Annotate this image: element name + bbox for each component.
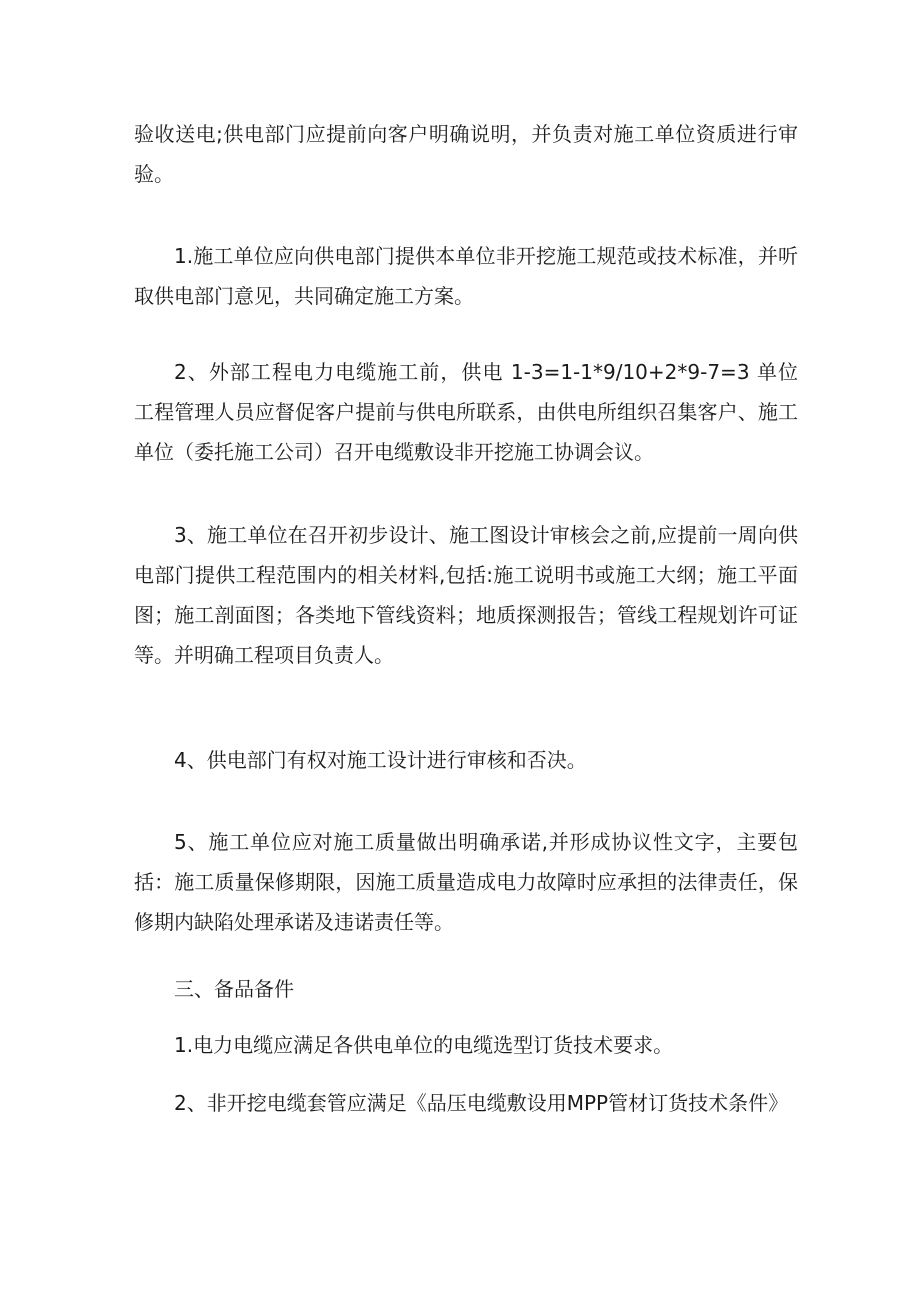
- paragraph-spare-1: 1.电力电缆应满足各供电单位的电缆选型订货技术要求。: [174, 1033, 674, 1057]
- section-heading: 三、备品备件: [174, 977, 294, 1001]
- paragraph-item-1: 1.施工单位应向供电部门提供本单位非开挖施工规范或技术标准，并听取供电部门意见，共同确定施工方案。: [134, 244, 798, 308]
- paragraph-item-5: 5、施工单位应对施工质量做出明确承诺,并形成协议性文字，主要包括：施工质量保修期限，因施工质量造成电力故障时应承担的法律责任，保修期内缺陷处理承诺及违诺责任等。: [134, 830, 798, 934]
- paragraph-spare-2: 2、非开挖电缆套管应满足《品压电缆敷设用MPP管材订货技术条件》: [174, 1091, 789, 1115]
- paragraph-continuation: 验收送电;供电部门应提前向客户明确说明，并负责对施工单位资质进行审验。: [134, 122, 798, 186]
- paragraph-item-2: 2、外部工程电力电缆施工前，供电 1-3=1-1*9/10+2*9-7=3 单位工程管理人员应督促客户提前与供电所联系，由供电所组织召集客户、施工单位（委托施工公司）召开电缆敷设非开挖施工协调会议。: [134, 360, 798, 464]
- paragraph-item-3: 3、施工单位在召开初步设计、施工图设计审核会之前,应提前一周向供电部门提供工程范围内的相关材料,包括:施工说明书或施工大纲；施工平面图；施工剖面图；各类地下管线资料；地质探测报告；管线工程规划许可证等。并明确工程项目负责人。: [134, 523, 798, 667]
- paragraph-item-4: 4、供电部门有权对施工设计进行审核和否决。: [174, 748, 587, 772]
